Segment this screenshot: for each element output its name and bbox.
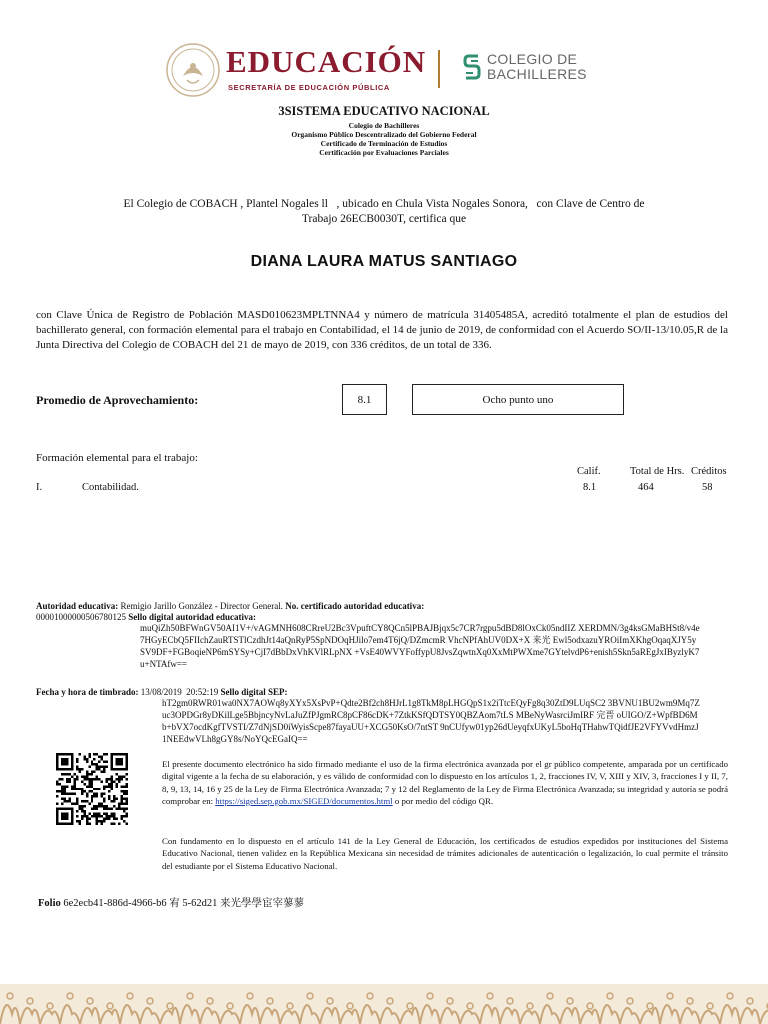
sello-authority-label: Sello digital autoridad educativa:	[128, 612, 257, 622]
system-title: 3SISTEMA EDUCATIVO NACIONAL	[278, 104, 490, 118]
sello-authority-value: muQiZh50BFWnGV50AI1V+/vAGMNH608CRreU2Bc3VpuftCY8QCn5lPBAJBjqx5c7CR7rgpu5dBD8lOxCk05ndIIZ XERDMN/3g4ksGMaBHSt8/v4e7HGyECbQ5FIIchZauRTSTlCzdhJt14aQnRyP5SpNDOqHJilo7em4T6jQ/DZmcmR VhcNPfAhUV0DX+X 来光 Ewl5odxazuYROiImXKhgOqaqXJY5ySV9DF+FGBoqieNP6mSYSy+CjI7dBbDxVhKVlRLpNX +VsE40WVYFoffypU8JvsZqwtnXq0XxMtPWXme7GYtelvdP6+enish5Skn5aREgJxIByzlyK7u+NTAfw==	[140, 623, 700, 669]
row-hrs: 464	[638, 482, 654, 493]
cb-line1: COLEGIO DE	[487, 51, 578, 67]
title-line-4: Certificación por Evaluaciones Parciales	[319, 148, 449, 157]
sello-sep-value: hT2gm0RWR01wa0NX7AOWq8yXYx5XsPvP+Qdte2Bf2ch8HJrL1g8TkM8pLHGQpS1x2iTtcEQyFg8q30ZtD9LUqSC2 3BVNU1BU2wm9Mq7Zuc3OPDGr8yDKilLge5BbjncyNvLaJuZfPJgmRC8pCF86cDK+7ZtkKSfQDTSY0QBZAom7tLS MBeNyWasrciJmIRF 完晋 oUIGO/Z+WpfBD6Mb+bVX7ocdKgfTVSTI/Z7dNjSD0iWyisScpe87fayaUU+XCG50KsO/7ntST 9nCUfyw01yp26dUeyqfxUKyL5boHqTHahwTQidfJE2VFYVvdHmzJ1NEEdwVLh8gGY8s/NoYQcEGaIQ==	[162, 698, 700, 744]
colegio-bachilleres-text	[487, 52, 587, 82]
education-title: EDUCACIÓN	[226, 44, 427, 79]
promedio-text: Ocho punto uno	[412, 384, 624, 415]
header-divider	[438, 50, 440, 88]
cert-number-value: 00001000000506780125	[36, 612, 129, 622]
legal-paragraph-1	[162, 758, 728, 807]
folio-value: 6e2ecb41-886d-4966-b6 宥 5-62d21 来光學學宦宰蓼蓼	[60, 898, 304, 909]
folio-label: Folio	[38, 898, 61, 909]
row-number: I.	[36, 482, 43, 493]
authority-value: Remigio Jarillo González - Director General.	[118, 601, 286, 611]
header-creditos: Créditos	[691, 466, 727, 477]
row-name: Contabilidad.	[82, 482, 139, 493]
legal-text-1: El presente documento electrónico ha sido firmado mediante el uso de la firma electrónica avanzada por el gr público competente, amparada por un certificado digital vigente a la fecha de su elaboración, y es válido de conformidad con lo dispuesto en los artículos 1, 2, fracciones IV, V, XIII y XIV, 3, fracciones I y II, 7, 8, 9, 13, 14, 16 y 25 de la Ley de Firma Electrónica Avanzada; 7 y 12 del Reglamento de la Ley de Firma Electrónica Avanzada; su integridad y autoría se podrá comprobar en:	[162, 759, 728, 806]
legal-text-1-end: o por medio del código QR.	[392, 795, 494, 806]
row-creditos: 58	[702, 482, 713, 493]
student-name: DIANA LAURA MATUS SANTIAGO	[250, 253, 518, 270]
header-calif: Calif.	[577, 466, 601, 477]
cb-line2: BACHILLERES	[487, 66, 587, 82]
timbrado-value: 13/08/2019 20:52:19	[138, 687, 221, 697]
legal-paragraph-2: Con fundamento en lo dispuesto en el artículo 141 de la Ley General de Educación, los certificados de estudios expedidos por instituciones del Sistema Educativo Nacional, tienen validez en la República Mexicana sin necesidad de trámites adicionales de autenticación o legalización, lo cual permite el tránsito del estudiante por el Sistema Educativo Nacional.	[162, 836, 728, 871]
promedio-label: Promedio de Aprovechamiento:	[36, 393, 199, 407]
authority-label: Autoridad educativa:	[36, 601, 119, 611]
decorative-pattern	[0, 984, 768, 1024]
title-line-3: Certificado de Terminación de Estudios	[320, 139, 448, 148]
folio-line	[38, 895, 304, 910]
title-line-2: Organismo Público Descentralizado del Gobierno Federal	[291, 130, 477, 139]
intro-line-2: Trabajo 26ECB0030T, certifica que	[301, 213, 467, 225]
row-calif: 8.1	[583, 482, 597, 493]
mexico-seal-icon	[165, 42, 221, 98]
intro-line-1: El Colegio de COBACH , Plantel Nogales ll , ubicado en Chula Vista Nogales Sonora, con Clave de Centro de	[123, 198, 645, 210]
header-total-hrs: Total de Hrs.	[630, 466, 685, 477]
sello-sep-label: Sello digital SEP:	[220, 687, 288, 697]
promedio-value: 8.1	[342, 384, 387, 415]
intro-text	[100, 197, 668, 227]
certification-paragraph: con Clave Única de Registro de Población MASD010623MPLTNNA4 y número de matrícula 31405485A, acreditó totalmente el plan de estudios del bachillerato general, con formación elemental para el trabajo en Contabilidad, el 14 de junio de 2019, de conformidad con el Acuerdo SO/II-13/10.05,R de la Junta Directiva del Colegio de COBACH del 21 de mayo de 2019, con 336 créditos, de un total de 336.	[36, 309, 728, 351]
timbrado-label: Fecha y hora de timbrado:	[36, 687, 139, 697]
formacion-label: Formación elemental para el trabajo:	[36, 452, 198, 464]
sep-subtitle: SECRETARÍA DE EDUCACIÓN PÚBLICA	[228, 83, 390, 92]
cert-number-label: No. certificado autoridad educativa:	[285, 601, 425, 611]
title-line-1: Colegio de Bachilleres	[348, 121, 420, 130]
qr-code-icon[interactable]	[56, 753, 128, 825]
verification-link[interactable]: https://siged.sep.gob.mx/SIGED/documentos.html	[215, 795, 393, 806]
colegio-bachilleres-logo-icon	[462, 52, 482, 82]
